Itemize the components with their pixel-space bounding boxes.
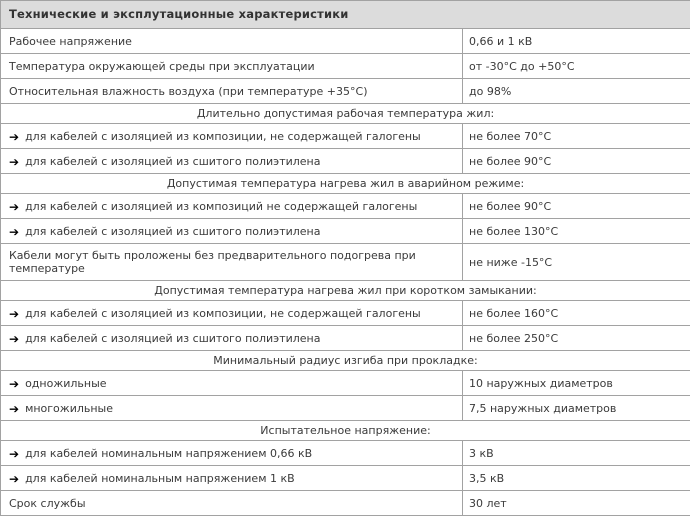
row-label-cell xyxy=(1,371,463,396)
table-row xyxy=(1,371,690,396)
row-label-cell xyxy=(1,194,463,219)
right-arrow-icon: ➔ xyxy=(9,401,20,416)
table-row xyxy=(1,466,690,491)
section-header-row xyxy=(1,281,690,301)
row-value-cell: не более 90°С xyxy=(463,149,690,174)
row-label-cell xyxy=(1,149,463,174)
row-label: Относительная влажность воздуха (при температуре +35°С) xyxy=(9,84,368,98)
table-row xyxy=(1,219,690,244)
row-label: многожильные xyxy=(25,402,114,415)
row-label: для кабелей номинальным напряжением 0,66 кВ xyxy=(25,447,313,460)
right-arrow-icon: ➔ xyxy=(9,224,20,239)
right-arrow-icon: ➔ xyxy=(9,471,20,486)
table-row xyxy=(1,301,690,326)
row-value-cell: 0,66 и 1 кВ xyxy=(463,29,690,54)
section-header: Допустимая температура нагрева жил при коротком замыкании: xyxy=(1,281,690,301)
row-label: Срок службы xyxy=(9,496,86,510)
right-arrow-icon: ➔ xyxy=(9,154,20,169)
row-label: для кабелей с изоляцией из композиции, не содержащей галогены xyxy=(25,307,421,320)
row-value-cell: не ниже -15°С xyxy=(463,244,690,281)
table-row xyxy=(1,79,690,104)
table-row xyxy=(1,244,690,281)
row-label: для кабелей с изоляцией из сшитого полиэтилена xyxy=(25,332,321,345)
table-row xyxy=(1,441,690,466)
table-row xyxy=(1,149,690,174)
row-value-cell: от -30°С до +50°С xyxy=(463,54,690,79)
row-label-cell xyxy=(1,54,463,79)
section-header: Допустимая температура нагрева жил в аварийном режиме: xyxy=(1,174,690,194)
table-row xyxy=(1,326,690,351)
right-arrow-icon: ➔ xyxy=(9,376,20,391)
row-label-cell xyxy=(1,326,463,351)
table-row xyxy=(1,54,690,79)
row-label-cell xyxy=(1,466,463,491)
row-label-cell xyxy=(1,396,463,421)
row-value-cell: 30 лет xyxy=(463,491,690,516)
row-label: Температура окружающей среды при эксплуатации xyxy=(9,59,315,73)
row-label: для кабелей с изоляцией из композиции, не содержащей галогены xyxy=(25,130,421,143)
table-row xyxy=(1,124,690,149)
row-label-cell xyxy=(1,301,463,326)
table-row xyxy=(1,491,690,516)
section-header-row xyxy=(1,174,690,194)
table-body xyxy=(1,29,690,516)
right-arrow-icon: ➔ xyxy=(9,129,20,144)
row-label: Рабочее напряжение xyxy=(9,34,132,48)
row-label-cell xyxy=(1,29,463,54)
section-header: Минимальный радиус изгиба при прокладке: xyxy=(1,351,690,371)
right-arrow-icon: ➔ xyxy=(9,306,20,321)
row-label: для кабелей номинальным напряжением 1 кВ xyxy=(25,472,295,485)
row-value-cell: 3 кВ xyxy=(463,441,690,466)
right-arrow-icon: ➔ xyxy=(9,199,20,214)
row-value-cell: 7,5 наружных диаметров xyxy=(463,396,690,421)
row-label: одножильные xyxy=(25,377,107,390)
row-label-cell xyxy=(1,124,463,149)
row-label-cell xyxy=(1,79,463,104)
row-label: для кабелей с изоляцией из композиций не содержащей галогены xyxy=(25,200,418,213)
section-header-row xyxy=(1,104,690,124)
row-value-cell: до 98% xyxy=(463,79,690,104)
row-value-cell: не более 250°С xyxy=(463,326,690,351)
table-title-row xyxy=(1,1,690,29)
row-label: Кабели могут быть проложены без предварительного подогрева при температуре xyxy=(9,249,416,275)
right-arrow-icon: ➔ xyxy=(9,331,20,346)
row-label-cell xyxy=(1,219,463,244)
row-value-cell: не более 130°С xyxy=(463,219,690,244)
row-label: для кабелей с изоляцией из сшитого полиэтилена xyxy=(25,155,321,168)
row-value-cell: не более 70°С xyxy=(463,124,690,149)
section-header: Испытательное напряжение: xyxy=(1,421,690,441)
table-row xyxy=(1,396,690,421)
table-title: Технические и эксплутационные характеристики xyxy=(1,1,690,29)
section-header-row xyxy=(1,351,690,371)
row-value-cell: не более 160°С xyxy=(463,301,690,326)
section-header: Длительно допустимая рабочая температура жил: xyxy=(1,104,690,124)
right-arrow-icon: ➔ xyxy=(9,446,20,461)
row-label-cell xyxy=(1,244,463,281)
row-value-cell: 3,5 кВ xyxy=(463,466,690,491)
row-label-cell xyxy=(1,441,463,466)
row-label-cell xyxy=(1,491,463,516)
row-label: для кабелей с изоляцией из сшитого полиэтилена xyxy=(25,225,321,238)
row-value-cell: не более 90°С xyxy=(463,194,690,219)
section-header-row xyxy=(1,421,690,441)
table-row xyxy=(1,194,690,219)
table-row xyxy=(1,29,690,54)
row-value-cell: 10 наружных диаметров xyxy=(463,371,690,396)
